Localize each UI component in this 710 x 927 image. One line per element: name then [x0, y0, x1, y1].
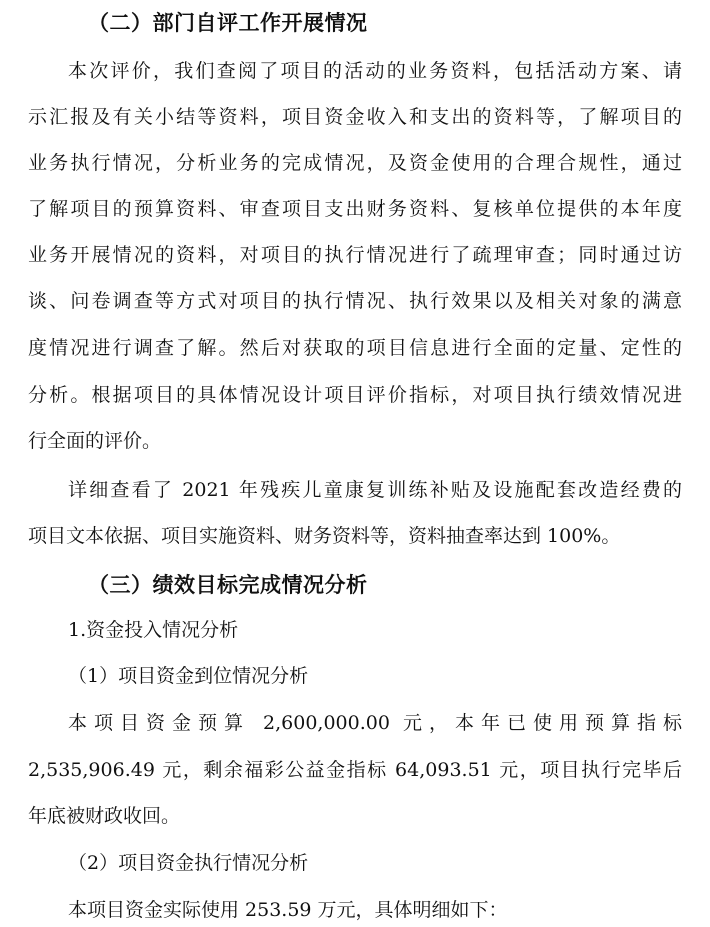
paragraph-line: 本项目资金预算 2,600,000.00 元，本年已使用预算指标	[68, 712, 682, 734]
section-heading-performance-goals: （三）绩效目标完成情况分析	[88, 572, 368, 597]
paragraph-line: 业务执行情况，分析业务的完成情况，及资金使用的合理合规性，通过	[28, 152, 682, 174]
paragraph-line: 本次评价，我们查阅了项目的活动的业务资料，包括活动方案、请	[68, 60, 682, 82]
paragraph-line: 业务开展情况的资料，对项目的执行情况进行了疏理审查；同时通过访	[28, 244, 682, 266]
section-heading-self-evaluation: （二）部门自评工作开展情况	[88, 10, 368, 35]
paragraph-line: 2,535,906.49 元，剩余福彩公益金指标 64,093.51 元，项目执行完毕后	[28, 759, 682, 781]
paragraph-line: 行全面的评价。	[28, 430, 162, 452]
subheading-fund-arrival: （1）项目资金到位情况分析	[68, 665, 309, 687]
paragraph-line: 示汇报及有关小结等资料，项目资金收入和支出的资料等，了解项目的	[28, 106, 682, 128]
paragraph-line: 本项目资金实际使用 253.59 万元，具体明细如下：	[68, 899, 508, 921]
item-heading-fund-input: 1.资金投入情况分析	[68, 619, 239, 641]
paragraph-line: 年底被财政收回。	[28, 805, 181, 827]
paragraph-line: 谈、问卷调查等方式对项目的执行情况、执行效果以及相关对象的满意	[28, 290, 682, 312]
subheading-fund-execution: （2）项目资金执行情况分析	[68, 852, 309, 874]
paragraph-line: 详细查看了 2021 年残疾儿童康复训练补贴及设施配套改造经费的	[68, 479, 682, 501]
paragraph-line: 分析。根据项目的具体情况设计项目评价指标，对项目执行绩效情况进	[28, 384, 682, 406]
paragraph-line: 了解项目的预算资料、审查项目支出财务资料、复核单位提供的本年度	[28, 198, 682, 220]
paragraph-line: 项目文本依据、项目实施资料、财务资料等，资料抽查率达到 100%。	[28, 525, 621, 547]
paragraph-line: 度情况进行调查了解。然后对获取的项目信息进行全面的定量、定性的	[28, 337, 682, 359]
